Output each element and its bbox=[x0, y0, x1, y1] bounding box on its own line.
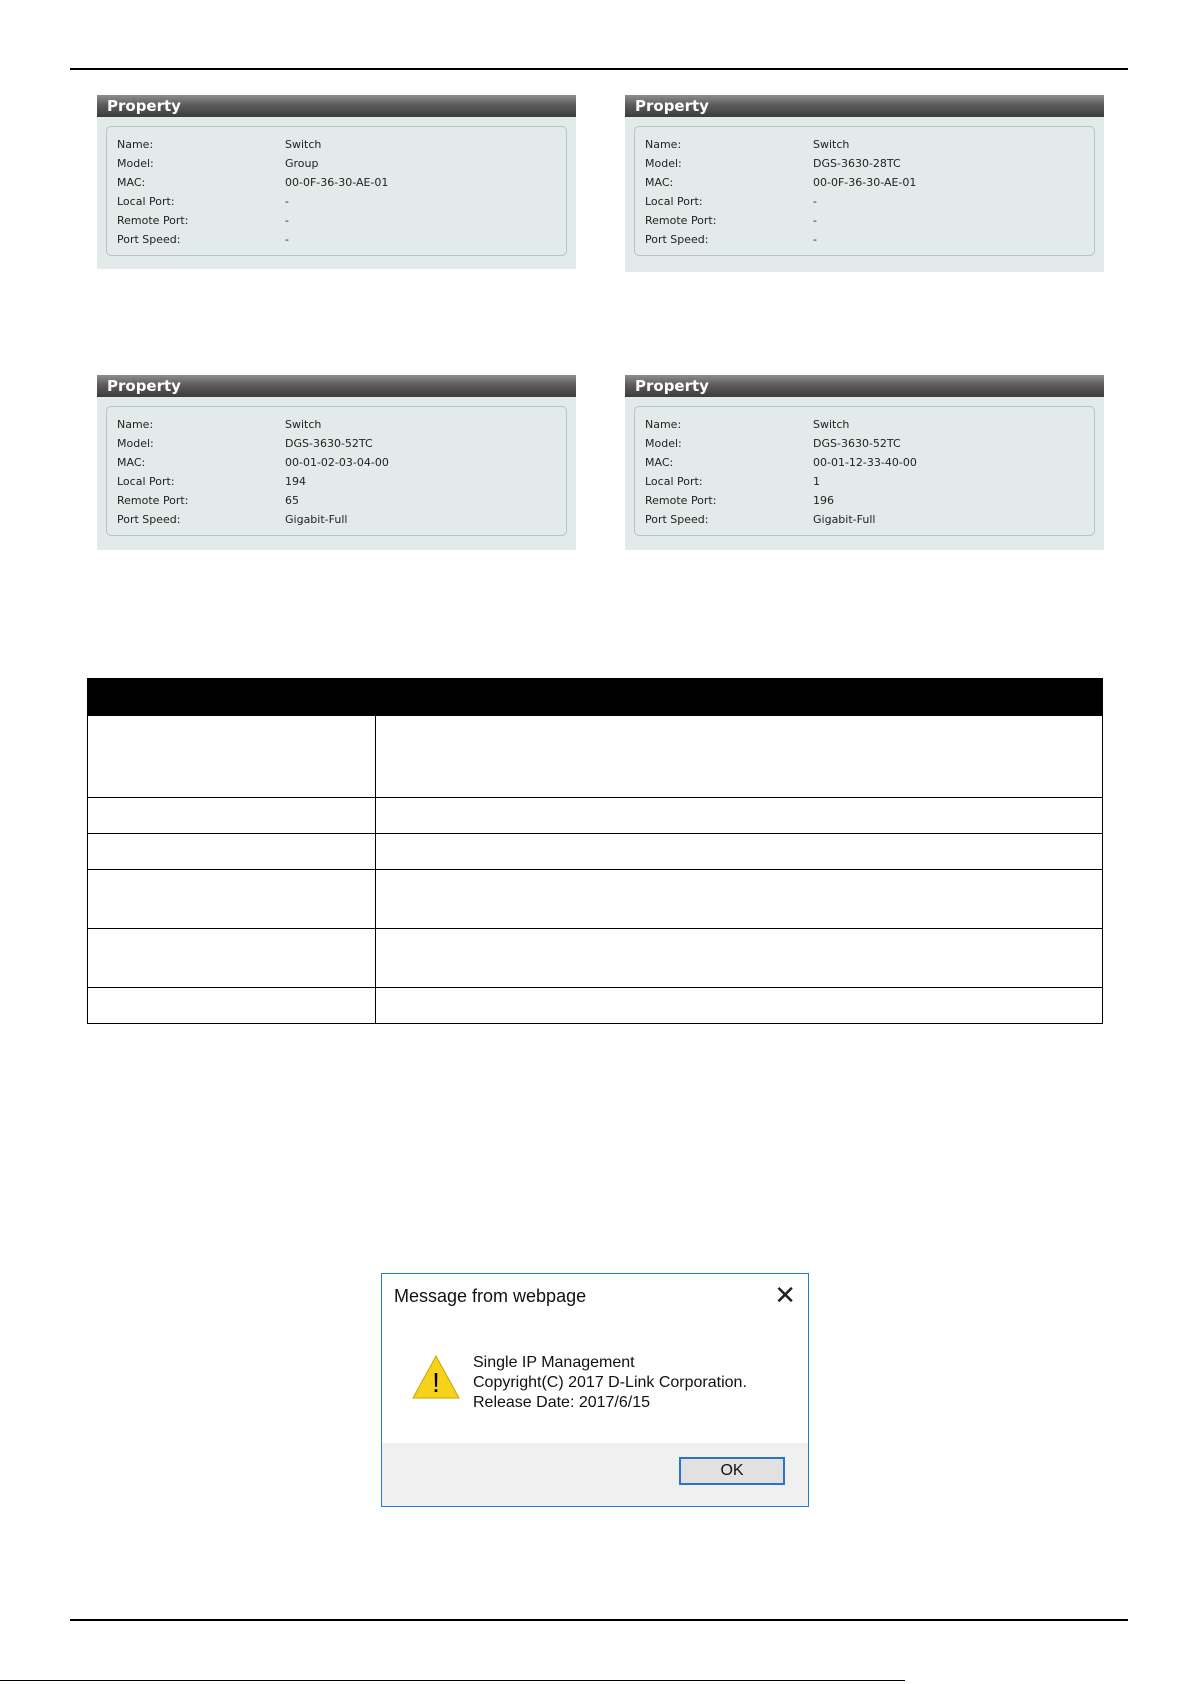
message-dialog bbox=[381, 1273, 809, 1507]
property-row-mac bbox=[117, 173, 566, 192]
property-value: DGS-3630-28TC bbox=[813, 157, 901, 170]
table-cell bbox=[88, 988, 376, 1024]
property-label: Name: bbox=[645, 138, 682, 151]
property-panel-3 bbox=[97, 375, 576, 550]
property-label: MAC: bbox=[117, 456, 146, 469]
property-row-remote-port bbox=[117, 211, 566, 230]
property-row-model bbox=[645, 154, 1094, 173]
table-row bbox=[88, 929, 1103, 988]
property-value: DGS-3630-52TC bbox=[285, 437, 373, 450]
property-label: Model: bbox=[117, 157, 154, 170]
message-line: Single IP Management bbox=[473, 1354, 635, 1371]
property-label: Port Speed: bbox=[117, 513, 181, 526]
property-value: Switch bbox=[813, 418, 850, 431]
property-row-mac bbox=[645, 173, 1094, 192]
property-label: Name: bbox=[117, 138, 154, 151]
property-row-remote-port bbox=[645, 211, 1094, 230]
property-row-local-port bbox=[645, 472, 1094, 491]
panel-title: Property bbox=[625, 375, 1104, 397]
property-value: 00-01-02-03-04-00 bbox=[285, 456, 389, 469]
property-row-model bbox=[645, 434, 1094, 453]
property-value: DGS-3630-52TC bbox=[813, 437, 901, 450]
table-cell bbox=[376, 834, 1103, 870]
dialog-title: Message from webpage bbox=[394, 1286, 587, 1306]
property-value: 00-0F-36-30-AE-01 bbox=[285, 176, 389, 189]
close-icon[interactable]: ✕ bbox=[774, 1280, 796, 1310]
property-value: - bbox=[813, 214, 817, 227]
property-value: - bbox=[285, 233, 289, 246]
property-list bbox=[634, 406, 1095, 536]
property-panel-4 bbox=[625, 375, 1104, 550]
panel-title: Property bbox=[625, 95, 1104, 117]
property-label: Port Speed: bbox=[117, 233, 181, 246]
property-row-port-speed bbox=[645, 510, 1094, 529]
property-label: Model: bbox=[645, 157, 682, 170]
property-row-mac bbox=[645, 453, 1094, 472]
table-cell bbox=[376, 870, 1103, 929]
property-value: - bbox=[285, 214, 289, 227]
table-cell bbox=[376, 716, 1103, 798]
property-row-model bbox=[117, 154, 566, 173]
property-label: Name: bbox=[645, 418, 682, 431]
property-list bbox=[106, 406, 567, 536]
property-label: Port Speed: bbox=[645, 233, 709, 246]
table-cell bbox=[376, 798, 1103, 834]
property-label: MAC: bbox=[645, 456, 674, 469]
table-header-row bbox=[88, 679, 1103, 716]
property-row-mac bbox=[117, 453, 566, 472]
property-row-port-speed bbox=[645, 230, 1094, 249]
table-row bbox=[88, 988, 1103, 1024]
property-label: Local Port: bbox=[117, 475, 175, 488]
table-row bbox=[88, 834, 1103, 870]
table-row bbox=[88, 798, 1103, 834]
table-cell bbox=[88, 716, 376, 798]
property-panel-2 bbox=[625, 95, 1104, 272]
header-cell bbox=[88, 679, 376, 716]
property-row-model bbox=[117, 434, 566, 453]
footer-rule bbox=[70, 1619, 1128, 1621]
table-cell bbox=[88, 870, 376, 929]
table-cell bbox=[88, 798, 376, 834]
property-row-name bbox=[645, 415, 1094, 434]
property-label: Remote Port: bbox=[117, 494, 189, 507]
table-cell bbox=[88, 834, 376, 870]
property-label: Remote Port: bbox=[645, 214, 717, 227]
property-row-remote-port bbox=[645, 491, 1094, 510]
property-value: - bbox=[813, 233, 817, 246]
property-value: 00-0F-36-30-AE-01 bbox=[813, 176, 917, 189]
property-label: Port Speed: bbox=[645, 513, 709, 526]
table-cell bbox=[88, 929, 376, 988]
table-row bbox=[88, 716, 1103, 798]
property-value: Switch bbox=[813, 138, 850, 151]
message-line: Copyright(C) 2017 D-Link Corporation. bbox=[473, 1374, 747, 1391]
property-row-name bbox=[117, 135, 566, 154]
property-value: Switch bbox=[285, 418, 322, 431]
header-cell bbox=[376, 679, 1103, 716]
property-value: 1 bbox=[813, 475, 820, 488]
property-list bbox=[106, 126, 567, 256]
property-panel-1 bbox=[97, 95, 576, 269]
property-value: 196 bbox=[813, 494, 834, 507]
property-row-local-port bbox=[645, 192, 1094, 211]
panel-title: Property bbox=[97, 95, 576, 117]
property-row-name bbox=[645, 135, 1094, 154]
property-value: 65 bbox=[285, 494, 299, 507]
dialog-message bbox=[473, 1353, 747, 1413]
property-value: 194 bbox=[285, 475, 306, 488]
table-cell bbox=[376, 929, 1103, 988]
property-label: Remote Port: bbox=[645, 494, 717, 507]
property-label: Local Port: bbox=[645, 195, 703, 208]
ok-button[interactable]: OK bbox=[679, 1457, 785, 1485]
parameter-description-table bbox=[87, 678, 1103, 1024]
dialog-footer bbox=[382, 1443, 808, 1506]
table-row bbox=[88, 870, 1103, 929]
property-label: Model: bbox=[645, 437, 682, 450]
property-row-port-speed bbox=[117, 510, 566, 529]
property-row-port-speed bbox=[117, 230, 566, 249]
property-value: - bbox=[813, 195, 817, 208]
property-label: Local Port: bbox=[117, 195, 175, 208]
message-line: Release Date: 2017/6/15 bbox=[473, 1394, 651, 1411]
panel-title: Property bbox=[97, 375, 576, 397]
property-label: Remote Port: bbox=[117, 214, 189, 227]
property-row-local-port bbox=[117, 472, 566, 491]
property-row-remote-port bbox=[117, 491, 566, 510]
property-label: MAC: bbox=[645, 176, 674, 189]
property-value: Switch bbox=[285, 138, 322, 151]
property-value: - bbox=[285, 195, 289, 208]
header-rule bbox=[70, 68, 1128, 70]
property-value: Gigabit-Full bbox=[813, 513, 876, 526]
property-list bbox=[634, 126, 1095, 256]
warning-glyph: ! bbox=[432, 1367, 440, 1398]
property-value: Group bbox=[285, 157, 319, 170]
property-label: Local Port: bbox=[645, 475, 703, 488]
property-label: MAC: bbox=[117, 176, 146, 189]
warning-icon bbox=[411, 1354, 461, 1400]
property-label: Name: bbox=[117, 418, 154, 431]
property-value: 00-01-12-33-40-00 bbox=[813, 456, 917, 469]
footer-edge-line bbox=[0, 1680, 905, 1681]
table-cell bbox=[376, 988, 1103, 1024]
property-value: Gigabit-Full bbox=[285, 513, 348, 526]
property-row-local-port bbox=[117, 192, 566, 211]
property-row-name bbox=[117, 415, 566, 434]
property-label: Model: bbox=[117, 437, 154, 450]
